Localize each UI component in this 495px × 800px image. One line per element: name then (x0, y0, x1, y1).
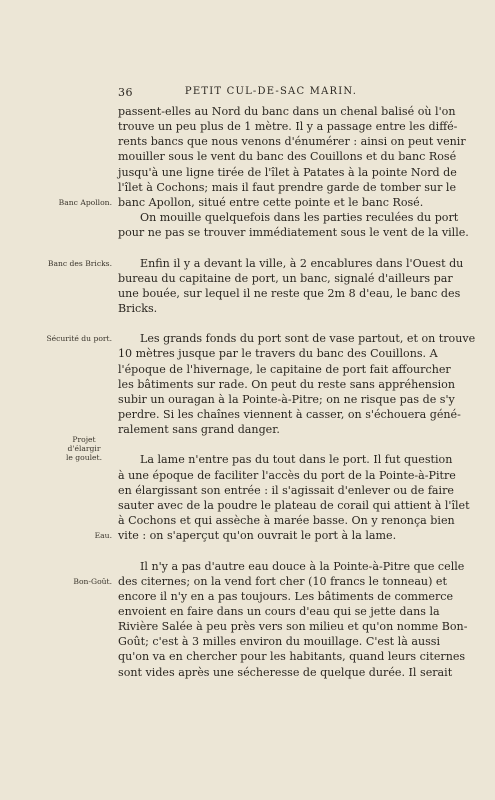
page-header (118, 86, 424, 102)
text-line: On mouille quelquefois dans les parties reculées du port (140, 211, 459, 225)
text-line: bureau du capitaine de port, un banc, signalé d'ailleurs par (118, 271, 453, 285)
page-number: 36 (118, 86, 133, 99)
text-line: rents bancs que nous venons d'énumérer : ainsi on peut venir (118, 135, 466, 149)
text-line: subir un ouragan à la Pointe-à-Pitre; on ne risque pas de s'y (118, 392, 455, 406)
text-line: jusqu'à une ligne tirée de l'îlet à Patates à la pointe Nord de (118, 165, 457, 179)
text-line: mouiller sous le vent du banc des Couillons et du banc Rosé (118, 150, 457, 164)
text-line: en élargissant son entrée : il s'agissait d'enlever ou de faire (118, 483, 454, 497)
margin-note: Projet d'élargir le goulet. (65, 435, 103, 463)
text-line: l'îlet à Cochons; mais il faut prendre garde de tomber sur le (118, 180, 457, 194)
text-line: encore il n'y en a pas toujours. Les bâtiments de commerce (118, 589, 454, 603)
text-line: les bâtiments sur rade. On peut du reste sans appréhension (118, 377, 455, 391)
running-title: PETIT CUL-DE-SAC MARIN. (184, 86, 358, 97)
margin-note: Eau. (94, 531, 112, 541)
text-line: à une époque de faciliter l'accès du port de la Pointe-à-Pitre (118, 468, 456, 482)
text-line: passent-elles au Nord du banc dans un chenal balisé où l'on (118, 105, 456, 118)
text-line: ralement sans grand danger. (118, 423, 280, 437)
text-line: vite : on s'aperçut qu'on ouvrait le port à la lame. (118, 529, 397, 543)
text-line: une bouée, sur lequel il ne reste que 2m 8 d'eau, le banc des (118, 286, 461, 300)
text-line: Rivière Salée à peu près vers son milieu et qu'on nomme Bon- (118, 620, 468, 634)
text-line: envoient en faire dans un cours d'eau qui se jette dans la (118, 604, 440, 618)
text-line: pour ne pas se trouver immédiatement sous le vent de la ville. (118, 226, 469, 240)
text-line: Les grands fonds du port sont de vase partout, et on trouve (140, 332, 476, 346)
text-line: trouve un peu plus de 1 mètre. Il y a passage entre les diffé- (118, 120, 458, 134)
text-line: l'époque de l'hivernage, le capitaine de port fait affourcher (118, 362, 451, 376)
text-line: qu'on va en chercher pour les habitants, quand leurs citernes (118, 650, 466, 664)
text-line: 10 mètres jusque par le travers du banc des Couillons. A (118, 347, 438, 361)
margin-note: Banc Apollon. (58, 197, 112, 207)
text-line: sont vides après une sécheresse de quelque durée. Il serait (118, 665, 453, 679)
text-line: banc Apollon, situé entre cette pointe et le banc Rosé. (118, 195, 424, 209)
text-line: des citernes; on la vend fort cher (10 francs le tonneau) et (118, 574, 447, 588)
text-line: La lame n'entre pas du tout dans le port. Il fut question (140, 453, 453, 467)
text-line: sauter avec de la poudre le plateau de corail qui attient à l'îlet (118, 498, 470, 512)
margin-note: Bon-Goût. (73, 576, 112, 586)
text-line: Il n'y a pas d'autre eau douce à la Pointe-à-Pitre que celle (140, 559, 465, 573)
text-line: Enfin il y a devant la ville, à 2 encablures dans l'Ouest du (140, 256, 464, 270)
text-line: à Cochons et qui assèche à marée basse. On y renonça bien (118, 514, 455, 528)
margin-note: Sécurité du port. (46, 334, 112, 344)
text-line: perdre. Si les chaînes viennent à casser, on s'échouera géné- (118, 408, 461, 421)
text-line: Goût; c'est à 3 milles environ du mouillage. C'est là aussi (118, 635, 441, 649)
margin-note: Banc des Bricks. (47, 258, 112, 268)
text-line: Bricks. (118, 301, 158, 315)
